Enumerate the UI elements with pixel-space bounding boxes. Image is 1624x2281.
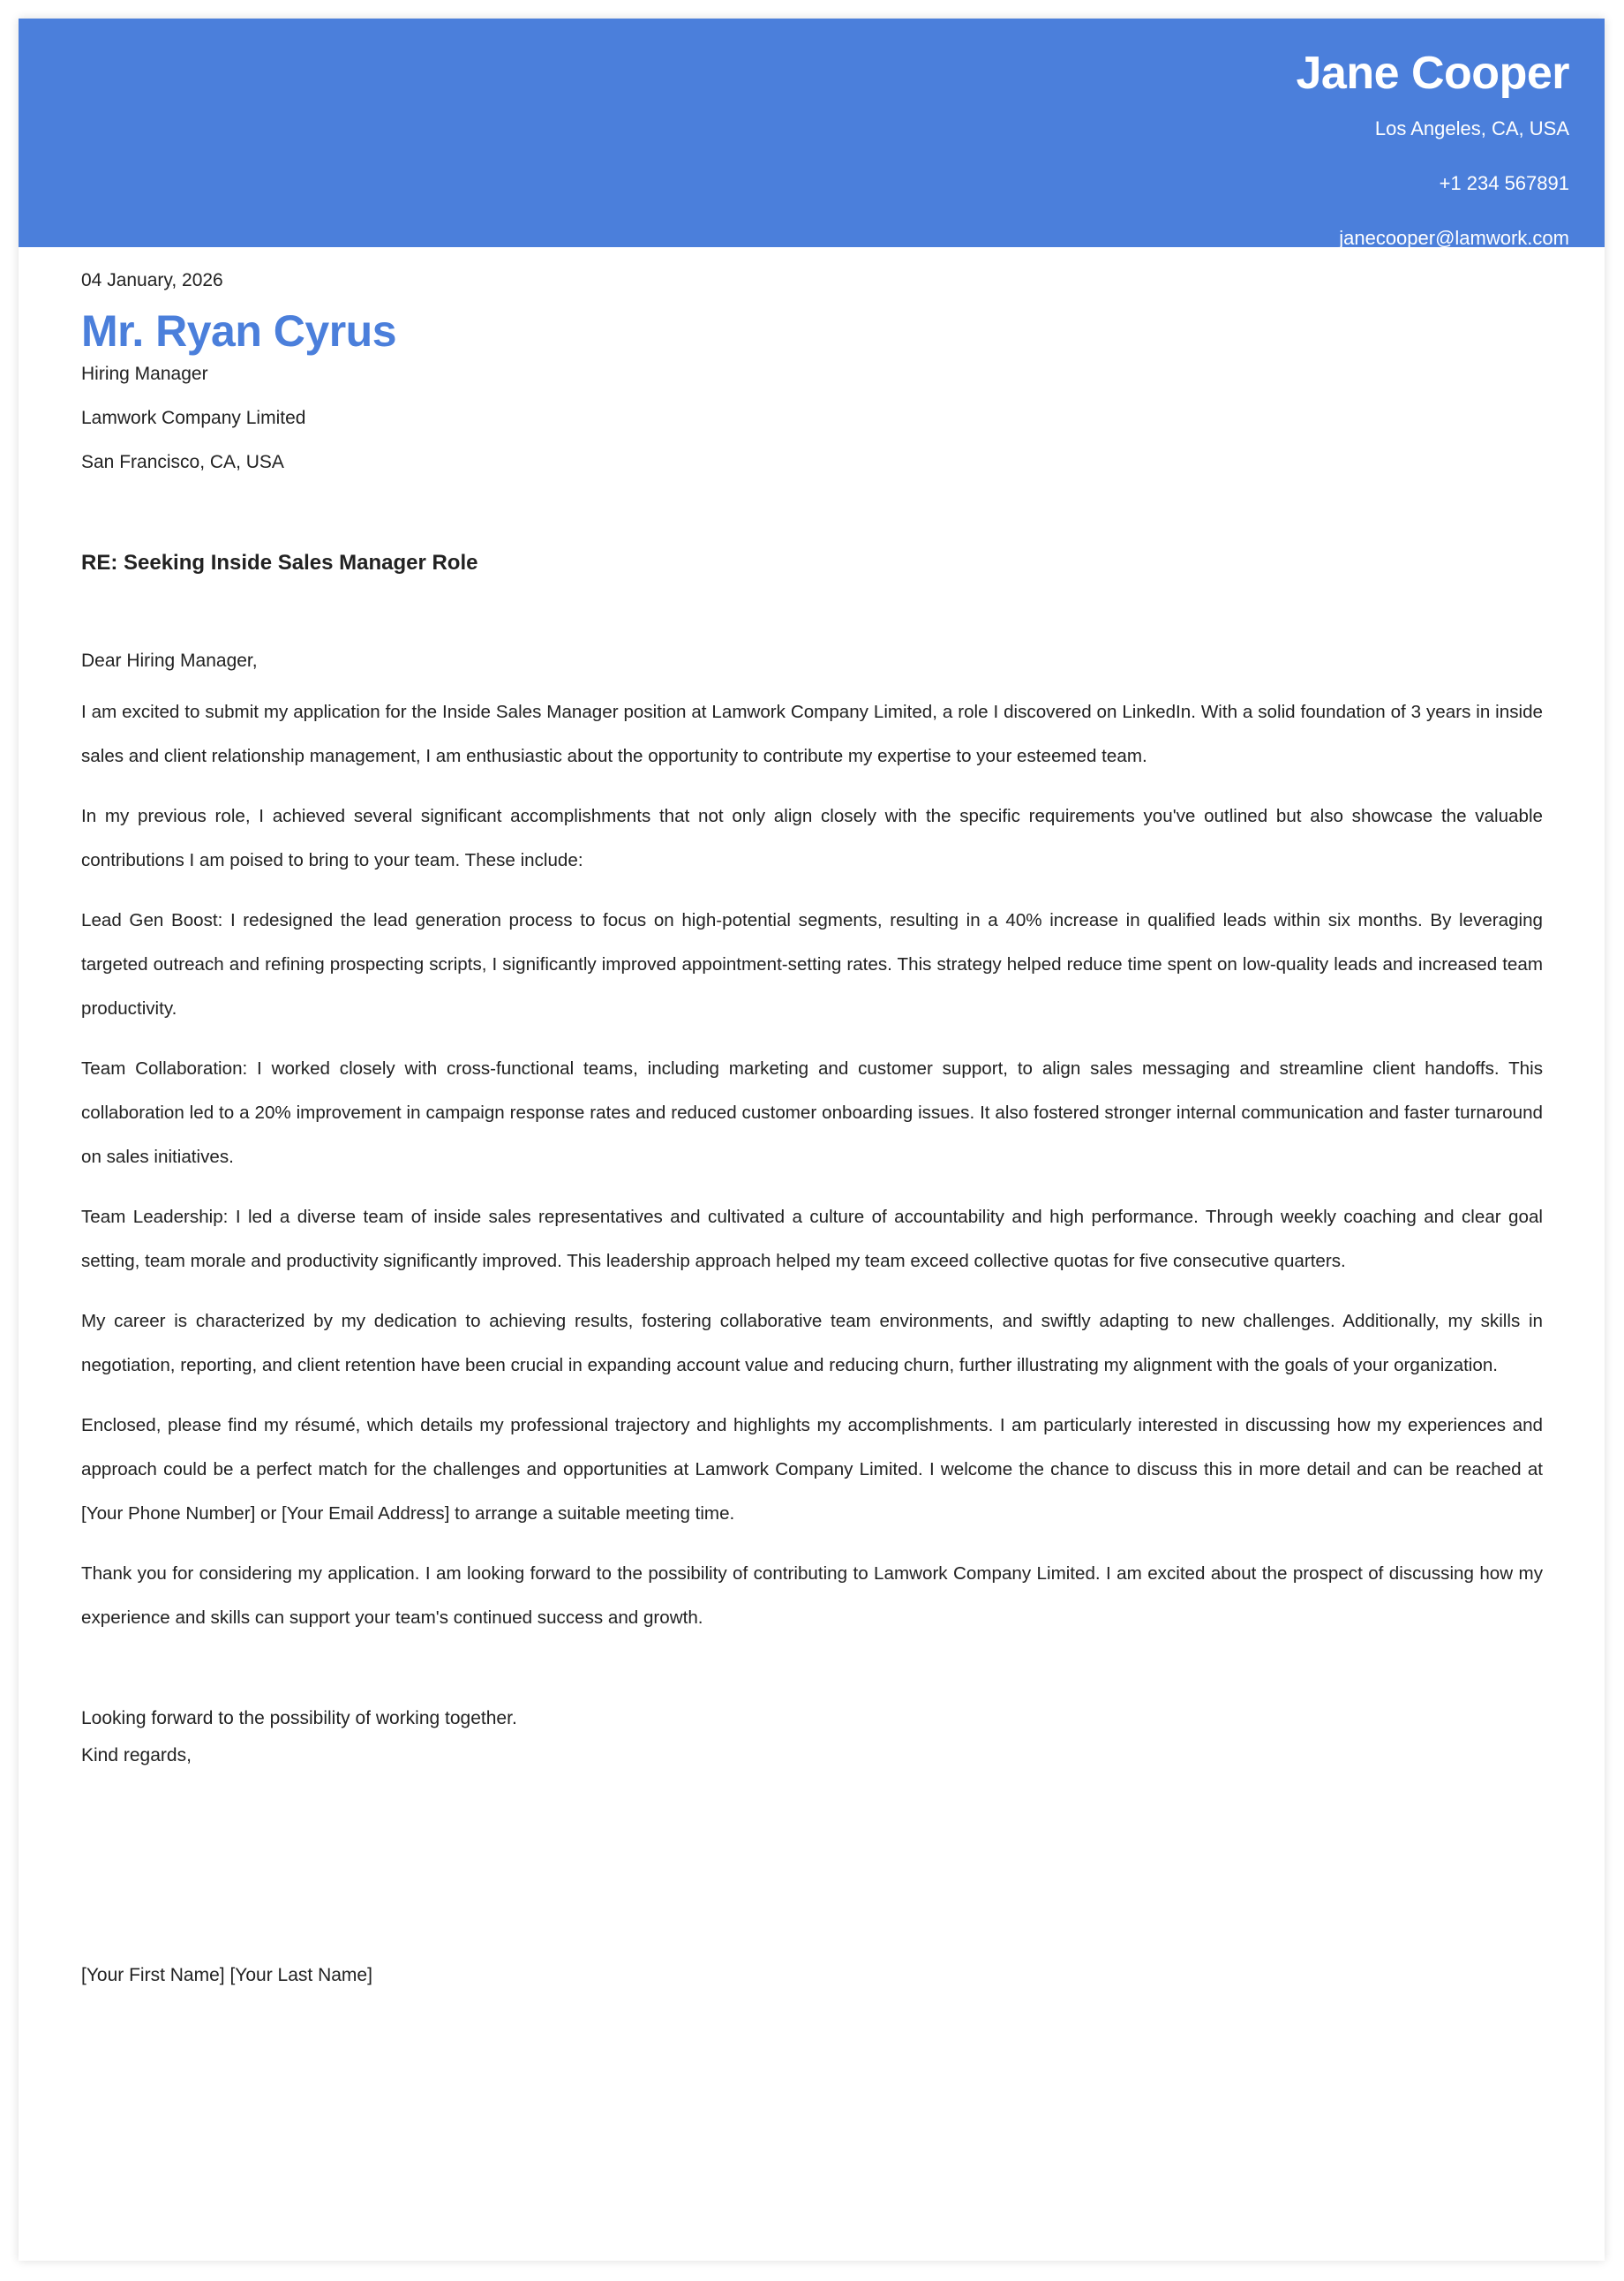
closing-block	[81, 1700, 1543, 1774]
paragraph-career: My career is characterized by my dedication to achieving results, fostering collaborative team environments, and swiftly adapting to new challenges. Additionally, my skills in negotiation, reporting, and client retention have been crucial in expanding account value and reducing churn, further illustrating my alignment with the goals of your organization.	[81, 1311, 1543, 1375]
paragraph-intro: I am excited to submit my application for the Inside Sales Manager position at Lamwork Company Limited, a role I discovered on LinkedIn. With a solid foundation of 3 years in inside sales and client relationship management, I am enthusiastic about the opportunity to contribute my expertise to your esteemed team.	[81, 702, 1543, 766]
signature-name: [Your First Name] [Your Last Name]	[81, 1965, 372, 1985]
letter-salutation: Dear Hiring Manager,	[81, 651, 258, 671]
paragraph-leadership: Team Leadership: I led a diverse team of inside sales representatives and cultivated a culture of accountability and high performance. Through weekly coaching and clear goal setting, team morale and productivity significantly improved. This leadership approach helped my team exceed collective quotas for five consecutive quarters.	[81, 1207, 1543, 1271]
letter-body	[19, 267, 1605, 1989]
paragraph-lead-gen: Lead Gen Boost: I redesigned the lead generation process to focus on high-potential segments, resulting in a 40% increase in qualified leads within six months. By leveraging targeted outreach and refining prospecting scripts, I significantly improved appointment-setting rates. This strategy helped reduce time spent on low-quality leads and increased team productivity.	[81, 910, 1543, 1019]
recipient-block	[81, 352, 1543, 485]
recipient-location: San Francisco, CA, USA	[81, 452, 284, 472]
paragraph-enclosed: Enclosed, please find my résumé, which details my professional trajectory and highlights my accomplishments. I am particularly interested in discussing how my experiences and approach could be a perfect match for the challenges and opportunities at Lamwork Company Limited. I welcome the chance to discuss this in more detail and can be reached at [Your Phone Number] or [Your Email Address] to arrange a suitable meeting time.	[81, 1415, 1543, 1524]
letter-date: 04 January, 2026	[81, 270, 223, 290]
paragraph-collaboration: Team Collaboration: I worked closely with cross-functional teams, including marketing and customer support, to align sales messaging and streamline client handoffs. This collaboration led to a 20% improvement in campaign response rates and reduced customer onboarding issues. It also fostered stronger internal communication and faster turnaround on sales initiatives.	[81, 1058, 1543, 1167]
closing-line: Looking forward to the possibility of working together.	[81, 1708, 517, 1728]
sender-location: Los Angeles, CA, USA	[1374, 117, 1569, 139]
sender-phone: +1 234 567891	[1439, 172, 1569, 194]
paragraph-thanks: Thank you for considering my application. I am looking forward to the possibility of contributing to Lamwork Company Limited. I am excited about the prospect of discussing how my experience and skills can support your team's continued success and growth.	[81, 1563, 1543, 1628]
sender-email: janecooper@lamwork.com	[1339, 227, 1569, 249]
paragraph-accomplishments: In my previous role, I achieved several significant accomplishments that not only align closely with the specific requirements you've outlined but also showcase the valuable contributions I am poised to bring to your team. These include:	[81, 806, 1543, 870]
letter-header	[19, 19, 1605, 247]
sender-name: Jane Cooper	[1296, 48, 1569, 99]
recipient-name: Mr. Ryan Cyrus	[81, 306, 397, 356]
closing-regards: Kind regards,	[81, 1745, 192, 1765]
cover-letter-page	[19, 19, 1605, 2261]
recipient-company: Lamwork Company Limited	[81, 408, 306, 428]
recipient-title: Hiring Manager	[81, 364, 208, 384]
letter-subject: RE: Seeking Inside Sales Manager Role	[81, 551, 478, 575]
